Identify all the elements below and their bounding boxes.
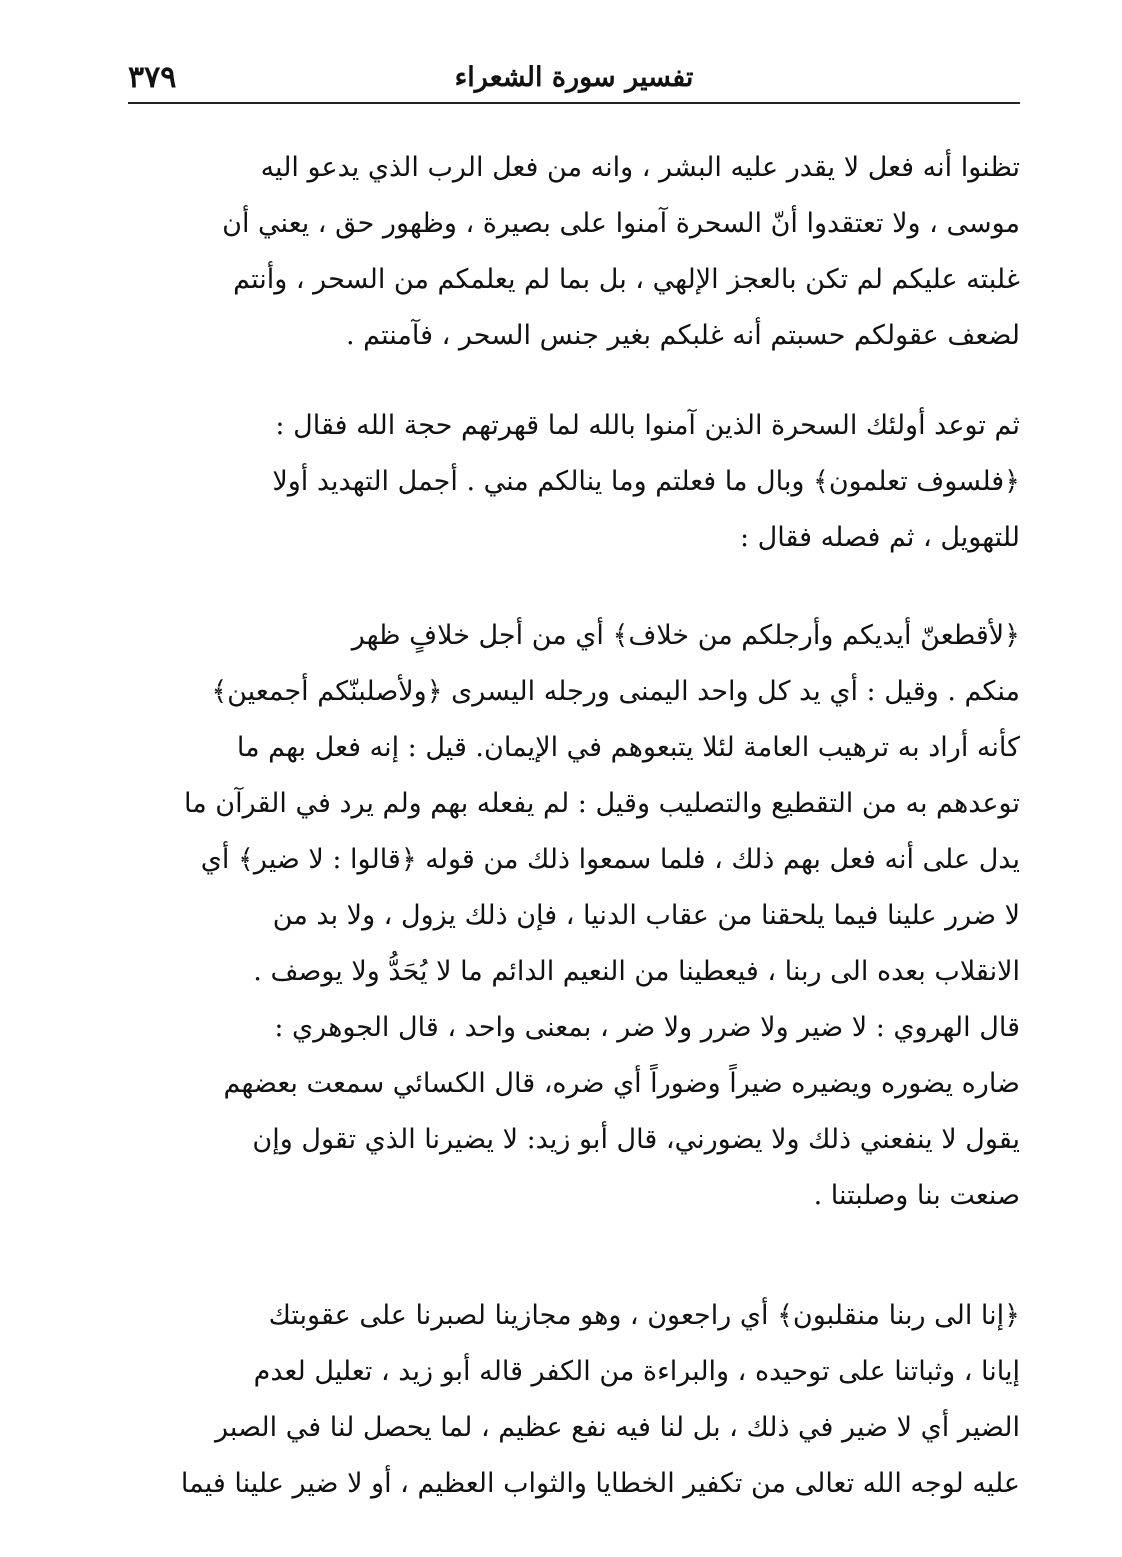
text-line: غلبته عليكم لم تكن بالعجز الإلهي ، بل بما لم يعلمكم من السحر ، وأنتم (233, 264, 1020, 295)
text-line: ﴿إنا الى ربنا منقلبون﴾ أي راجعون ، وهو مجازينا لصبرنا على عقوبتك (268, 1300, 1020, 1331)
text-line: يدل على أنه فعل بهم ذلك ، فلما سمعوا ذلك من قوله ﴿قالوا : لا ضير﴾ أي (200, 844, 1020, 875)
text-line: موسى ، ولا تعتقدوا أنّ السحرة آمنوا على بصيرة ، وظهور حق ، يعني أن (222, 208, 1020, 239)
text-line: ضاره يضوره ويضيره ضيراً وضوراً أي ضره، قال الكسائي سمعت بعضهم (223, 1068, 1020, 1099)
text-line: تظنوا أنه فعل لا يقدر عليه البشر ، وانه من فعل الرب الذي يدعو اليه (260, 152, 1020, 183)
text-line: للتهويل ، ثم فصله فقال : (739, 522, 1020, 553)
text-line: إيانا ، وثباتنا على توحيده ، والبراءة من الكفر قاله أبو زيد ، تعليل لعدم (253, 1356, 1020, 1387)
text-line: قال الهروي : لا ضير ولا ضرر ولا ضر ، بمعنى واحد ، قال الجوهري : (274, 1012, 1020, 1043)
page-header (128, 60, 1020, 100)
body-text (128, 140, 1020, 1512)
text-line: يقول لا ينفعني ذلك ولا يضورني، قال أبو زيد: لا يضيرنا الذي تقول وإن (252, 1124, 1020, 1155)
text-line: صنعت بنا وصلبتنا . (813, 1180, 1020, 1211)
header-rule (128, 102, 1020, 104)
paragraph-1 (128, 140, 1020, 364)
page-number: ٣٧٩ (128, 60, 177, 95)
text-line: لضعف عقولكم حسبتم أنه غلبكم بغير جنس السحر ، فآمنتم . (345, 320, 1020, 351)
text-line: ﴿لأقطعنّ أيديكم وأرجلكم من خلاف﴾ أي من أجل خلافٍ ظهر (351, 620, 1020, 651)
text-line: الانقلاب بعده الى ربنا ، فيعطينا من النعيم الدائم ما لا يُحَدُّ ولا يوصف . (253, 956, 1020, 987)
paragraph-4 (128, 1288, 1020, 1512)
paragraph-3 (128, 608, 1020, 1224)
text-line: الضير أي لا ضير في ذلك ، بل لنا فيه نفع عظيم ، لما يحصل لنا في الصبر (214, 1412, 1020, 1443)
running-title: تفسير سورة الشعراء (454, 62, 694, 93)
text-line: منكم . وقيل : أي يد كل واحد اليمنى ورجله اليسرى ﴿ولأصلبنّكم أجمعين﴾ (211, 676, 1020, 707)
text-line: لا ضرر علينا فيما يلحقنا من عقاب الدنيا ، فإن ذلك يزول ، ولا بد من (272, 900, 1020, 931)
text-line: عليه لوجه الله تعالى من تكفير الخطايا والثواب العظيم ، أو لا ضير علينا فيما (180, 1468, 1020, 1499)
text-line: ثم توعد أولئك السحرة الذين آمنوا بالله لما قهرتهم حجة الله فقال : (275, 410, 1020, 441)
text-line: كأنه أراد به ترهيب العامة لئلا يتبعوهم في الإيمان. قيل : إنه فعل بهم ما (236, 732, 1020, 763)
text-line: توعدهم به من التقطيع والتصليب وقيل : لم يفعله بهم ولم يرد في القرآن ما (184, 788, 1020, 819)
paragraph-2 (128, 398, 1020, 566)
text-line: ﴿فلسوف تعلمون﴾ وبال ما فعلتم وما ينالكم مني . أجمل التهديد أولا (272, 466, 1020, 497)
